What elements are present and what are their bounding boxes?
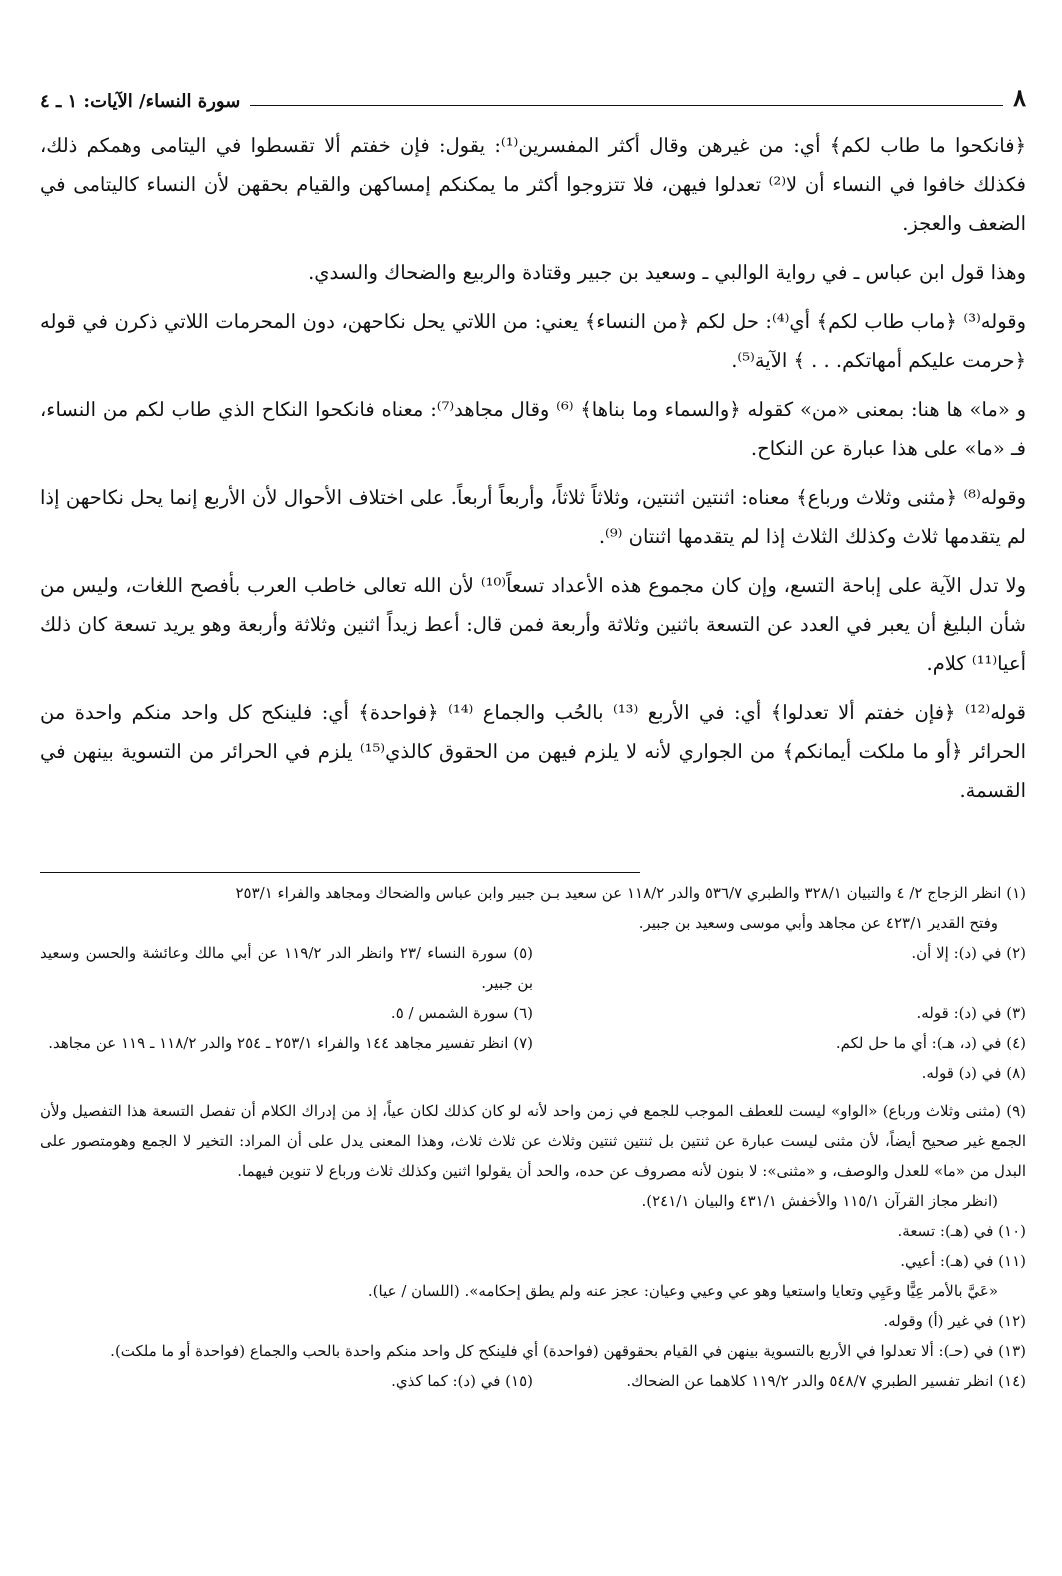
page-number: ٨ xyxy=(1013,83,1026,112)
page-header xyxy=(40,82,1026,112)
footnote-row xyxy=(40,1366,1026,1396)
main-text xyxy=(40,126,1026,820)
footnote-continuation: «عَيَّ بالأمر عِيًّا وعَيِي وتعايا واستعيا وهو عي وعيي وعيان: عجز عنه ولم يطق إحكامه». (اللسان / عيا). xyxy=(367,1282,998,1300)
footnote: (٨) في (د) قوله. xyxy=(921,1064,1026,1082)
paragraph: وهذا قول ابن عباس ـ في رواية الوالبي ـ وسعيد بن جبير وقتادة والربيع والضحاك والسدي. xyxy=(308,261,1026,284)
paragraph: ﴿فانكحوا ما طاب لكم﴾ أي: من غيرهن وقال أكثر المفسرين⁽¹⁾: يقول: فإن خفتم ألا تقسطوا في اليتامى وهمكم ذلك، فكذلك خافوا في النساء أن لا⁽²⁾ تعدلوا فيهن، فلا تتزوجوا أكثر ما يمكنكم إمساكهن والقيام بحقهن لأن النساء كاليتامى في الضعف والعجز. xyxy=(40,134,1026,235)
footnote-separator xyxy=(40,872,640,873)
footnote-row xyxy=(40,938,1026,998)
footnote: (١٠) في (هـ): تسعة. xyxy=(897,1222,1026,1240)
footnote-continuation: (انظر مجاز القرآن ١١٥/١ والأخفش ٤٣١/١ والبيان ٢٤١/١). xyxy=(641,1192,998,1210)
paragraph: ولا تدل الآية على إباحة التسع، وإن كان مجموع هذه الأعداد تسعاً⁽¹⁰⁾ لأن الله تعالى خاطب العرب بأفصح اللغات، وليس من شأن البليغ أن يعبر في العدد عن التسعة باثنين وثلاثة وأربعة فمن قال: أعط زيداً اثنين وثلاثة وأربعة وهو يريد تسعة كان ذلك أعيا⁽¹¹⁾ كلام. xyxy=(40,574,1026,675)
footnote: (٣) في (د): قوله. xyxy=(916,1004,1026,1022)
footnote-row xyxy=(40,1028,1026,1058)
footnote: (١) انظر الزجاج ٢/ ٤ والتبيان ٣٢٨/١ والطبري ٥٣٦/٧ والدر ١١٨/٢ عن سعيد بـن جبير وابن عباس والضحاك ومجاهد والفراء ٢٥٣/١ xyxy=(235,884,1026,902)
paragraph: و «ما» ها هنا: بمعنى «من» كقوله ﴿والسماء وما بناها﴾ ⁽⁶⁾ وقال مجاهد⁽⁷⁾: معناه فانكحوا النكاح الذي طاب لكم من النساء، فـ «ما» على هذا عبارة عن النكاح. xyxy=(40,398,1026,460)
running-title: سورة النساء/ الآيات: ١ ـ ٤ xyxy=(40,91,241,112)
footnote: (١٣) في (حـ): ألا تعدلوا في الأربع بالتسوية بينهن في القيام بحقوقهن (فواحدة) أي فلينكح كل واحد منكم واحدة بالحب والجماع (فواحدة أو ما ملكت). xyxy=(110,1342,1026,1360)
footnote: (٥) سورة النساء /٢٣ وانظر الدر ١١٩/٢ عن أبي مالك وعائشة والحسن وسعيد بن جبير. xyxy=(40,944,533,992)
footnote: (١١) في (هـ): أعيي. xyxy=(900,1252,1026,1270)
paragraph: وقوله⁽³⁾ ﴿ماب طاب لكم﴾ أي⁽⁴⁾: حل لكم ﴿من النساء﴾ يعني: من اللاتي يحل نكاحهن، دون المحرمات اللاتي ذكرن في قوله ﴿حرمت عليكم أمهاتكم. . . ﴾ الآية⁽⁵⁾. xyxy=(40,310,1027,372)
footnote-continuation: وفتح القدير ٤٢٣/١ عن مجاهد وأبي موسى وسعيد بن جبير. xyxy=(638,914,998,932)
footnote: (٢) في (د): إلا أن. xyxy=(911,944,1026,962)
footnote-row xyxy=(40,998,1026,1028)
paragraph: قوله⁽¹²⁾ ﴿فإن خفتم ألا تعدلوا﴾ أي: في الأربع ⁽¹³⁾ بالحُب والجماع ⁽¹⁴⁾ ﴿فواحدة﴾ أي: فلينكح كل واحد منكم واحدة من الحرائر ﴿أو ما ملكت أيمانكم﴾ من الجواري لأنه لا يلزم فيهن من الحقوق كالذي⁽¹⁵⁾ يلزم في الحرائر من التسوية بينهن في القسمة. xyxy=(40,701,1027,802)
footnote: (٤) في (د، هـ): أي ما حل لكم. xyxy=(835,1034,1026,1052)
footnote: (٦) سورة الشمس / ٥. xyxy=(390,1004,533,1022)
footnote: (٧) انظر تفسير مجاهد ١٤٤ والفراء ٢٥٣/١ ـ ٢٥٤ والدر ١١٨/٢ ـ ١١٩ عن مجاهد. xyxy=(48,1034,533,1052)
footnotes xyxy=(40,878,1026,1396)
footnote: (١٤) انظر تفسير الطبري ٥٤٨/٧ والدر ١١٩/٢ كلاهما عن الضحاك. xyxy=(626,1372,1026,1390)
paragraph: وقوله⁽⁸⁾ ﴿مثنى وثلاث ورباع﴾ معناه: اثنتين اثنتين، وثلاثاً ثلاثاً، وأربعاً أربعاً. على اختلاف الأحوال لأن الأربع إنما يحل نكاحهن إذا لم يتقدمها ثلاث وكذلك الثلاث إذا لم يتقدمها اثنتان ⁽⁹⁾. xyxy=(40,486,1026,548)
footnote: (٩) (مثنى وثلاث ورباع) «الواو» ليست للعطف الموجب للجمع في زمن واحد لأنه لو كان كذلك لكان عياً، إذ من إدراك الكلام أن تفصل التسعة هذا التفصيل ولأن الجمع غير صحيح أيضاً، لأن مثنى ليست عبارة عن ثنتين بل ثنتين ثنتين وثلاث عن ثلاث ثلاث، وهذا المعنى يدل على أن المراد: التخير لا الجمع وهومتصور على البدل من «ما» للعدل والوصف، و «مثنى»: لا بنون لأنه مصروف عن حده، والحد أن يقولوا اثنين وكذلك ثلاث ورباع لا تنوين فيهما. xyxy=(40,1102,1026,1180)
header-rule xyxy=(250,105,1003,106)
footnote: (١٢) في غير (أ) وقوله. xyxy=(883,1312,1026,1330)
footnote: (١٥) في (د): كما كذي. xyxy=(391,1372,533,1390)
